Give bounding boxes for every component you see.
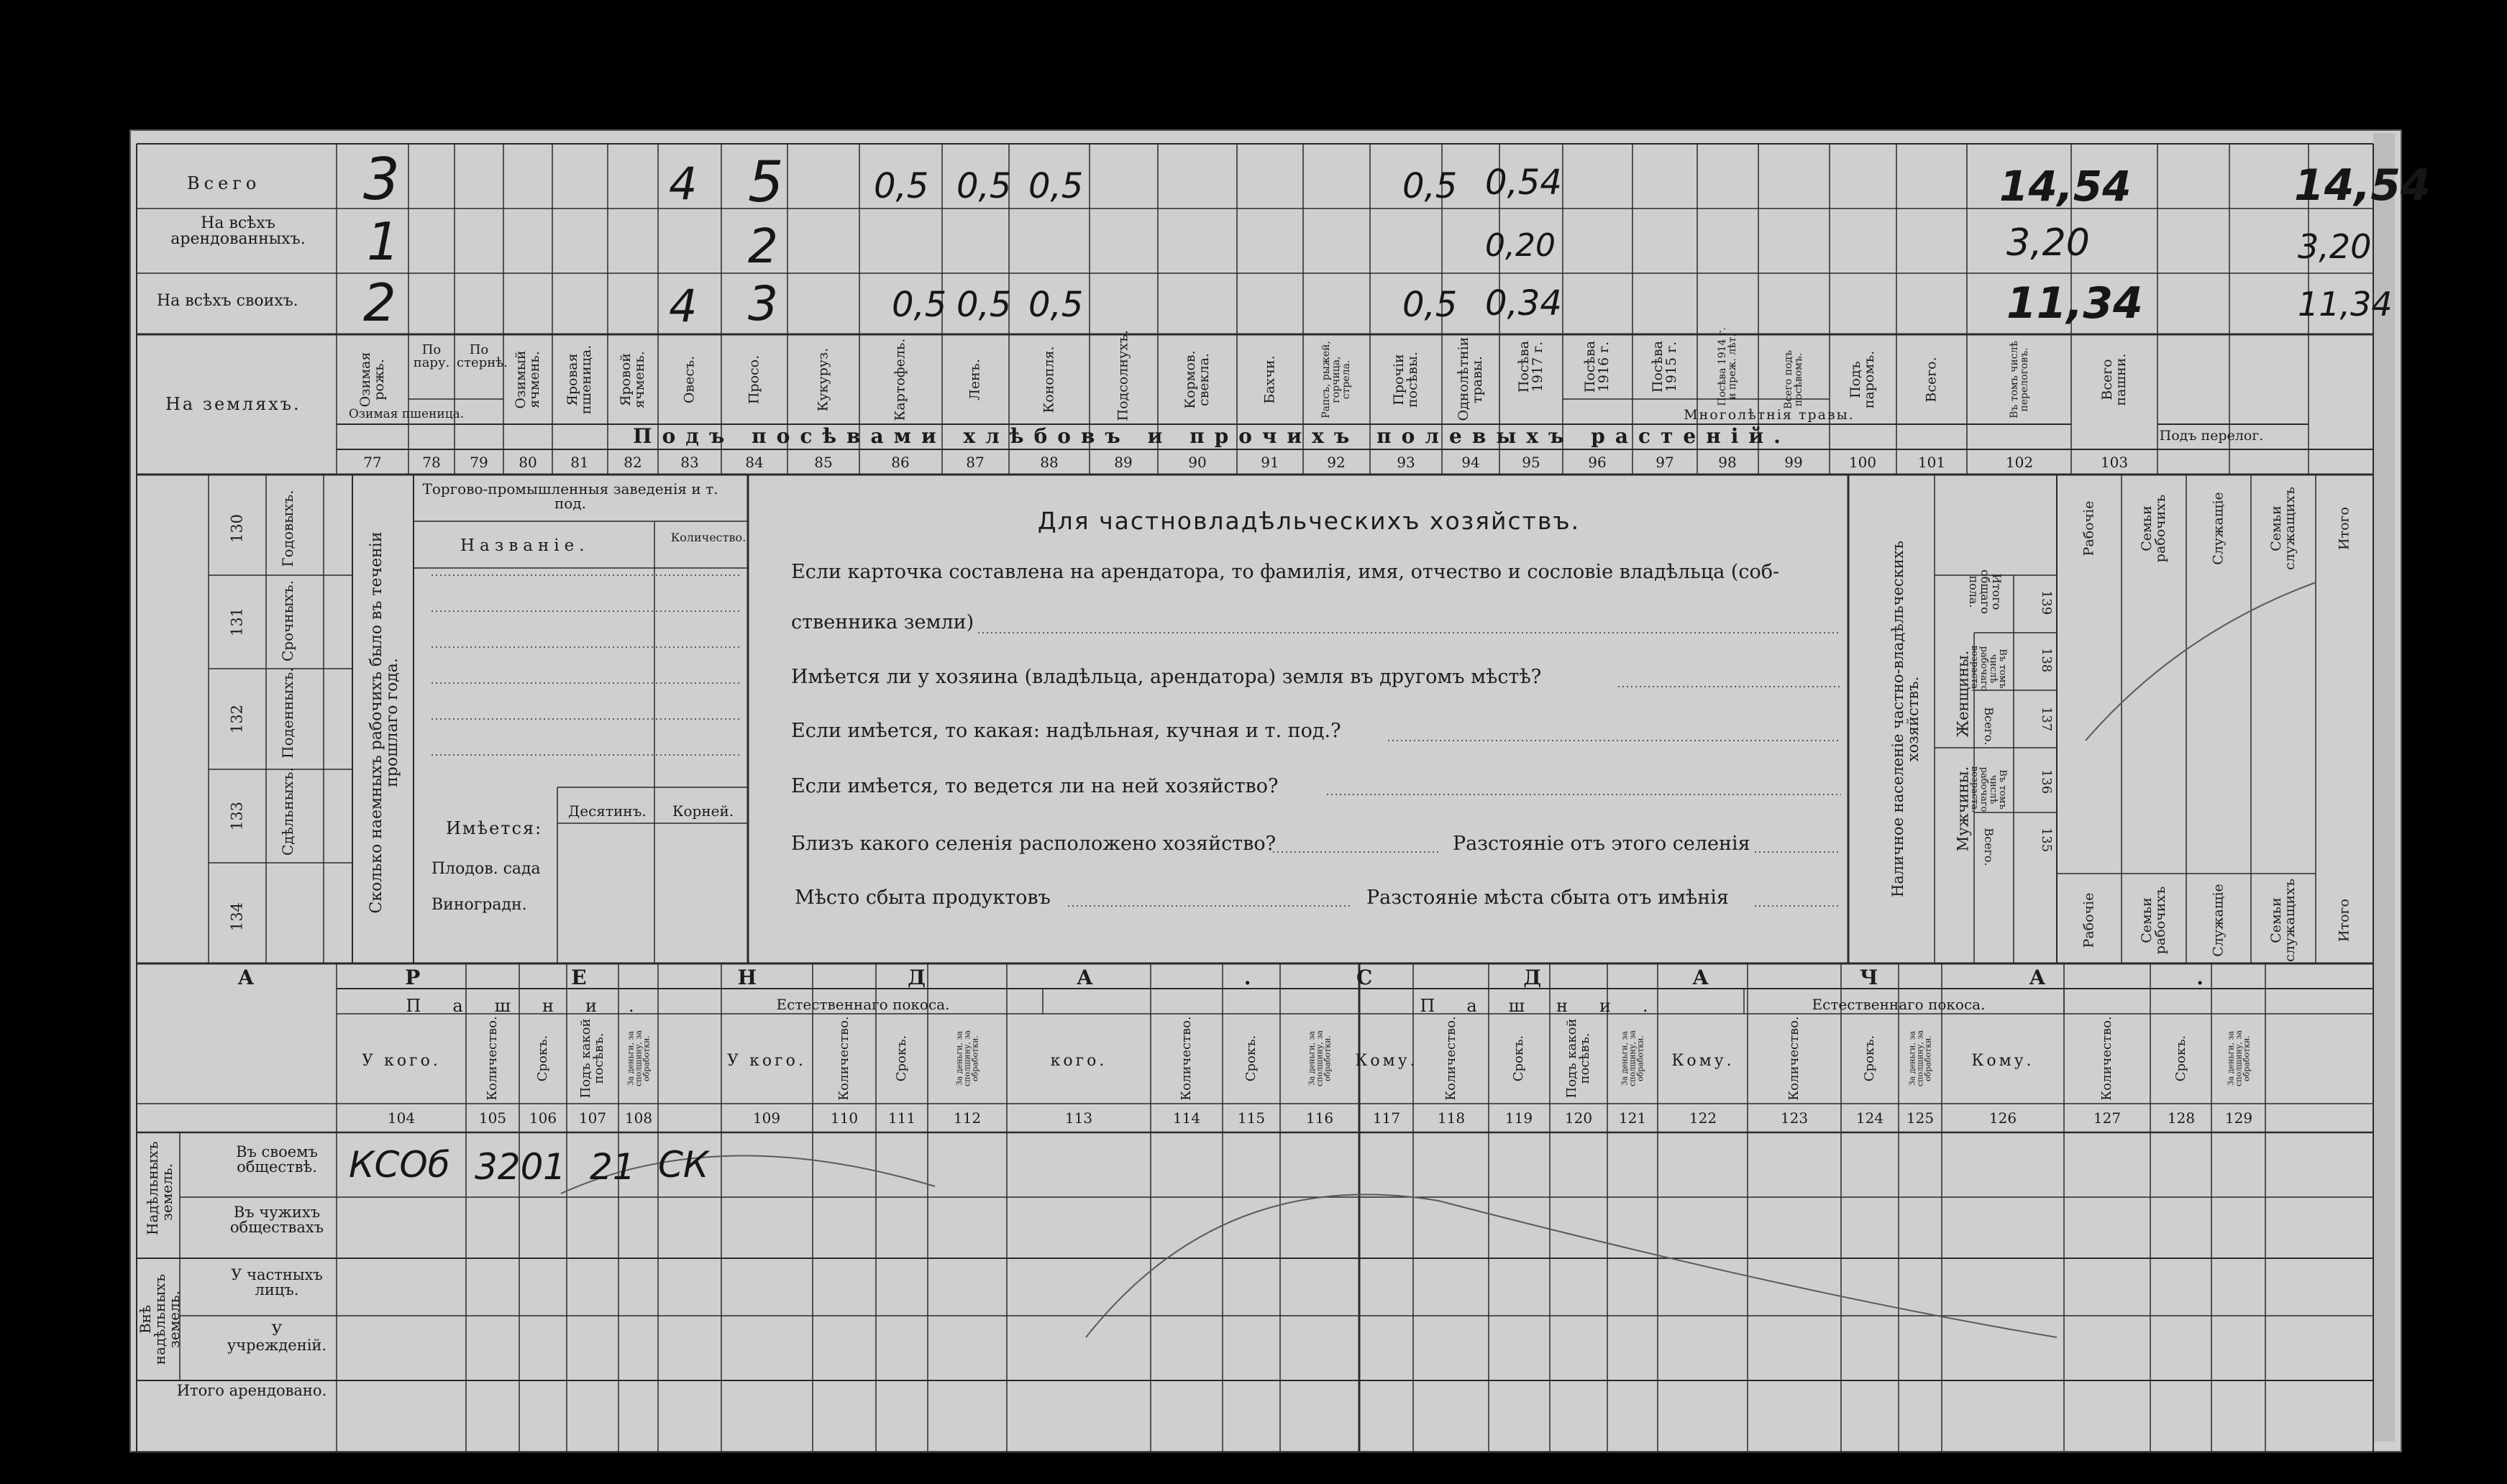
muzhchiny-label: Мужчины. (1954, 766, 1972, 852)
col-num-89: 89 (1114, 454, 1133, 471)
hw-svoi-91: 0,5 (1402, 285, 1458, 325)
arenda-col-num-110: 110 (830, 1109, 859, 1127)
arenda-col-label-129: За деньги, за сполшину, за обработки. (2226, 1030, 2252, 1087)
zhen-vsego: Всего. (1982, 707, 1996, 746)
col-num-93: 93 (1397, 454, 1415, 471)
col-num-88: 88 (1040, 454, 1059, 471)
arenda-col-label-110: Количество. (836, 1016, 851, 1101)
zhenshchiny-label: Женщины. (1954, 650, 1972, 738)
row-label-vsego: Всего (187, 173, 261, 193)
arenda-col-num-121: 121 (1618, 1109, 1647, 1127)
question-land-type: Если имѣется, то какая: надѣльная, кучная и т. под.? (791, 720, 1341, 742)
arenda-col-num-107: 107 (578, 1109, 607, 1127)
col-num-77: 77 (363, 454, 382, 471)
arenda-col-num-123: 123 (1780, 1109, 1809, 1127)
col-label-93: Прочіи посѣвы. (1391, 351, 1420, 408)
arenda-pokos: Естественнаго покоса. (776, 996, 950, 1013)
arenda-col-label-113: кого. (1050, 1052, 1108, 1070)
arenda-col-label-117: Кому. (1355, 1052, 1418, 1070)
arenda-col-label-116: За деньги, за сполшину, за обработки. (1307, 1030, 1333, 1087)
col-label-103: Всего пашни. (2099, 353, 2129, 406)
arenda-col-num-129: 129 (2224, 1109, 2253, 1127)
col-label-77: Озимая рожь. (357, 352, 387, 408)
hw-vsego-99: 14,54 (1999, 162, 2132, 211)
pop-col-bottom-0: Рабочіе (2081, 892, 2097, 948)
hw-vsego-77: 3 (363, 146, 400, 213)
col-num-99: 99 (1784, 454, 1803, 471)
zhen-rabochego: Въ томъ числѣ рабочаго возраста. (1969, 645, 2008, 692)
pop-col-bottom-2: Служащіе (2210, 884, 2227, 957)
col-num-85: 85 (814, 454, 833, 471)
band-title: Подъ посѣвами хлѣбовъ и прочихъ полевыхъ растеній. (633, 424, 1791, 448)
arenda-col-num-119: 119 (1504, 1109, 1533, 1127)
col-label-92: Рапсъ, рыжей, горчица, стрела. (1320, 341, 1352, 418)
worker-col-num-132: 132 (228, 704, 246, 734)
arenda-col-num-125: 125 (1906, 1109, 1935, 1127)
hw-svoi-85: 0,5 (956, 285, 1012, 325)
arenda-col-label-106: Срокъ. (535, 1035, 550, 1082)
torg-title: Торгово-промышленныя заведенія и т. под. (422, 480, 718, 512)
arenda-col-num-120: 120 (1564, 1109, 1593, 1127)
pop-col-top-4: Итого (2336, 507, 2352, 550)
arenda-col-label-122: Кому. (1671, 1052, 1735, 1070)
question-farming: Если имѣется, то ведется ли на ней хозяйство? (791, 775, 1279, 797)
arenda-col-label-104: У кого. (362, 1052, 441, 1070)
col-num-84: 84 (745, 454, 764, 471)
hw-vsego-84: 0,5 (874, 166, 929, 206)
col-num-82: 82 (624, 454, 642, 471)
col-label-82: Яровой ячмень. (618, 351, 647, 408)
col-num-90: 90 (1188, 454, 1207, 471)
worker-col-num-134: 134 (228, 902, 246, 932)
arenda-col-label-114: Количество. (1179, 1016, 1194, 1101)
col-num-94: 94 (1461, 454, 1480, 471)
pop-num-136: 136 (2039, 769, 2054, 794)
arenda-col-label-125: За деньги, за сполшину, за обработки. (1907, 1030, 1933, 1087)
sdacha-pashni: Пашни. (1420, 996, 1680, 1016)
col-num-92: 92 (1327, 454, 1346, 471)
col-num-98: 98 (1718, 454, 1737, 471)
col-label-101: Всего. (1923, 357, 1940, 403)
nazvanie-header: Названіе. (460, 536, 590, 555)
arenda-col-label-109: У кого. (727, 1052, 806, 1070)
ozimaya-pshenitsa-label: Озимая пшеница. (348, 407, 465, 421)
col-num-95: 95 (1522, 454, 1540, 471)
col-label-99: Всего подъ посѣвомъ. (1783, 350, 1804, 409)
row-chuzhikh: Въ чужихъ обществахъ (229, 1204, 324, 1236)
worker-col-label-133: Сдѣльныхъ. (279, 767, 296, 856)
question-owner-cont: ственника земли) (791, 611, 974, 633)
col-label-80: Озимый ячмень. (513, 350, 542, 409)
col-label-90: Кормов. свекла. (1182, 350, 1212, 409)
arenda-pashni: Пашни. (406, 996, 666, 1016)
row-label-svoi: На всѣхъ своихъ. (157, 292, 298, 310)
hw-vsego-103: 14,54 (2294, 160, 2431, 211)
arenda-col-label-107: Подъ какой посѣвъ. (578, 1018, 606, 1099)
pop-col-top-2: Служащіе (2210, 492, 2227, 565)
hw-arend-103: 3,20 (2298, 227, 2372, 266)
mnogoletnie-label: Многолѣтнія травы. (1684, 407, 1855, 423)
hw-vsego-92: 0,54 (1485, 162, 1562, 203)
hw-arend-92: 0,20 (1485, 227, 1556, 264)
hw-svoi-81: 4 (669, 280, 698, 332)
hw-svoi-99: 11,34 (2006, 278, 2143, 329)
arenda-col-num-116: 116 (1305, 1109, 1334, 1127)
arenda-col-label-105: Количество. (485, 1016, 500, 1101)
muzh-rabochego: Въ томъ числѣ рабочаго возраста. (1969, 766, 2008, 813)
muzh-vsego: Всего. (1982, 828, 1996, 866)
private-title: Для частновладѣльческихъ хозяйствъ. (1037, 507, 1581, 535)
col-label-88: Конопля. (1041, 346, 1057, 413)
col-num-81: 81 (570, 454, 589, 471)
hw-vsego-81: 4 (669, 157, 698, 210)
col-label-91: Бахчи. (1261, 355, 1278, 404)
col-num-79: 79 (470, 454, 488, 471)
pop-col-top-3: Семьи служащихъ (2268, 487, 2298, 570)
col-label-97: Посѣва 1915 г. (1650, 340, 1679, 393)
hw-vsego-91: 0,5 (1402, 166, 1458, 206)
group-vne-nadelnye: Внѣ надѣльныхъ земель. (137, 1273, 183, 1365)
worker-col-num-131: 131 (228, 607, 246, 637)
col-num-101: 101 (1917, 454, 1946, 471)
arenda-col-label-115: Срокъ. (1243, 1035, 1259, 1082)
worker-col-label-130: Годовыхъ. (279, 490, 296, 567)
hw-svoi-92: 0,34 (1485, 283, 1562, 324)
arenda-col-label-112: За деньги, за сполшину, за обработки. (954, 1030, 980, 1087)
question-other-land: Имѣется ли у хозяина (владѣльца, арендатора) земля въ другомъ мѣстѣ? (791, 666, 1542, 688)
col-num-83: 83 (680, 454, 699, 471)
hw-arenda-kogo: КСОб (349, 1144, 450, 1186)
col-label-81: Яровая пшеница. (565, 344, 594, 415)
sdacha-title: СДАЧА. (1356, 966, 2355, 989)
question-village: Близъ какого селенія расположено хозяйство? (791, 833, 1277, 855)
hw-arenda-uslovie: СК (658, 1144, 709, 1186)
pop-num-135: 135 (2039, 827, 2054, 853)
col-label-84: Просо. (746, 354, 762, 405)
col-label-102: Въ томъ числѣ перелоговъ. (2009, 341, 2030, 418)
arenda-col-num-104: 104 (387, 1109, 416, 1127)
hw-arenda-posev: 21 (590, 1146, 636, 1188)
hw-svoi-84: 0,5 (892, 285, 947, 325)
col-label-83: Овесъ. (681, 355, 698, 404)
row-svoem: Въ своемъ обществѣ. (236, 1143, 318, 1176)
col-num-87: 87 (966, 454, 985, 471)
arenda-col-num-122: 122 (1689, 1109, 1717, 1127)
arenda-col-num-105: 105 (478, 1109, 507, 1127)
arenda-title: АРЕНДА. (237, 966, 1402, 989)
arenda-col-label-118: Количество. (1443, 1016, 1458, 1101)
arenda-col-label-119: Срокъ. (1511, 1035, 1526, 1082)
col-label-100: Подъ паромъ. (1848, 350, 1877, 409)
na-zemlyakh-label: На земляхъ. (165, 394, 301, 414)
hw-arenda-srok: 1 (543, 1146, 566, 1188)
pop-col-bottom-1: Семьи рабочихъ (2139, 886, 2168, 955)
col-label-78: По пару. (413, 342, 450, 370)
hw-arend-82: 2 (748, 219, 778, 274)
question-village-distance: Разстояніе отъ этого селенія (1453, 833, 1750, 855)
pop-num-139: 139 (2039, 590, 2054, 615)
arenda-col-label-111: Срокъ. (894, 1035, 909, 1082)
col-label-95: Посѣва 1917 г. (1516, 340, 1545, 393)
imeetsya-label: Имѣется: (446, 818, 543, 838)
korney-header: Корней. (672, 802, 734, 820)
question-market-distance: Разстояніе мѣста сбыта отъ имѣнія (1366, 887, 1729, 909)
naemnye-label: Сколько наемныхъ рабочихъ было въ теченіи прошлаго года. (367, 531, 401, 914)
row-chastnykh: У частныхъ лицъ. (231, 1266, 323, 1298)
row-label-arend: На всѣхъ арендованныхъ. (170, 214, 306, 248)
arenda-col-num-127: 127 (2093, 1109, 2122, 1127)
col-num-96: 96 (1588, 454, 1607, 471)
arenda-col-label-127: Количество. (2099, 1016, 2114, 1101)
arenda-col-num-109: 109 (752, 1109, 781, 1127)
hw-svoi-86: 0,5 (1028, 285, 1084, 325)
col-num-102: 102 (2005, 454, 2034, 471)
col-num-97: 97 (1656, 454, 1674, 471)
worker-col-label-132: Поденныхъ. (279, 667, 296, 759)
arenda-col-num-124: 124 (1855, 1109, 1884, 1127)
arenda-col-num-118: 118 (1437, 1109, 1466, 1127)
arenda-col-num-128: 128 (2167, 1109, 2196, 1127)
hw-arend-77: 1 (367, 211, 400, 272)
desyatin-header: Десятинъ. (568, 802, 647, 820)
arenda-col-num-113: 113 (1064, 1109, 1093, 1127)
col-label-89: Подсолнухъ. (1115, 329, 1131, 421)
col-label-87: Ленъ. (967, 359, 983, 400)
arenda-col-num-108: 108 (624, 1109, 653, 1127)
hw-svoi-103: 11,34 (2298, 285, 2393, 324)
kolichestvo-header: Количество. (670, 531, 746, 544)
hw-arend-99: 3,20 (2006, 221, 2090, 265)
arenda-col-num-106: 106 (529, 1109, 557, 1127)
pod-perelog-label: Подъ перелог. (2159, 428, 2264, 444)
col-num-80: 80 (519, 454, 537, 471)
pop-col-top-0: Рабочіе (2081, 500, 2097, 556)
col-num-78: 78 (422, 454, 441, 471)
pop-col-bottom-3: Семьи служащихъ (2268, 879, 2298, 962)
hw-arenda-qty: 320 (475, 1146, 544, 1188)
pencil-mark (2086, 582, 2316, 741)
col-num-91: 91 (1261, 454, 1279, 471)
arenda-col-num-111: 111 (887, 1109, 916, 1127)
vinograd-label: Виноградн. (431, 896, 527, 914)
pop-col-top-1: Семьи рабочихъ (2139, 494, 2168, 563)
hw-vsego-85: 0,5 (956, 166, 1012, 206)
col-label-79: По стернѣ. (457, 342, 508, 370)
arenda-col-num-117: 117 (1372, 1109, 1401, 1127)
arenda-col-label-123: Количество. (1786, 1016, 1802, 1101)
pop-num-137: 137 (2039, 706, 2054, 732)
row-itogo: Итого арендовано. (176, 1382, 327, 1399)
col-label-86: Картофель. (892, 338, 908, 421)
arenda-col-label-121: За деньги, за сполшину, за обработки. (1620, 1030, 1645, 1087)
sdacha-pokos: Естественнаго покоса. (1812, 996, 1986, 1013)
pop-col-bottom-4: Итого (2336, 899, 2352, 942)
arenda-col-label-120: Подъ какой посѣвъ. (1564, 1018, 1592, 1099)
arenda-col-label-124: Срокъ. (1862, 1035, 1877, 1082)
hw-svoi-77: 2 (363, 272, 396, 333)
arenda-col-label-126: Кому. (1971, 1052, 2035, 1070)
hw-svoi-82: 3 (748, 276, 778, 331)
col-label-94: Однолѣтніи травы. (1456, 336, 1485, 421)
arenda-col-num-126: 126 (1988, 1109, 2017, 1127)
worker-col-label-131: Срочныхъ. (279, 580, 296, 661)
population-title: Наличное населеніе частно-владѣльческихъ хозяйствъ. (1889, 540, 1922, 898)
itogo-obshego: Итого общаго пола. (1967, 569, 2004, 614)
arenda-col-label-128: Срокъ. (2173, 1035, 2188, 1082)
hw-vsego-86: 0,5 (1028, 166, 1084, 206)
col-num-103: 103 (2100, 454, 2129, 471)
col-num-86: 86 (891, 454, 910, 471)
question-market: Мѣсто сбыта продуктовъ (795, 887, 1051, 909)
worker-col-num-130: 130 (228, 513, 246, 544)
col-label-96: Посѣва 1916 г. (1582, 340, 1612, 393)
row-uchrezhdeniy: У учрежденій. (227, 1322, 327, 1354)
arenda-col-num-112: 112 (953, 1109, 982, 1127)
arenda-col-num-114: 114 (1172, 1109, 1201, 1127)
col-label-98: Посѣва 1914 г. и преж. лѣт. (1717, 327, 1738, 406)
col-label-85: Кукуруз. (815, 347, 831, 412)
sad-label: Плодов. сада (431, 860, 541, 878)
pop-num-138: 138 (2039, 647, 2054, 673)
col-num-100: 100 (1848, 454, 1877, 471)
arenda-col-num-115: 115 (1237, 1109, 1266, 1127)
arenda-col-label-108: За деньги, за сполшину, за обработки. (626, 1030, 652, 1087)
question-owner: Если карточка составлена на арендатора, то фамилія, имя, отчество и сословіе владѣльца (соб- (791, 561, 1780, 583)
hw-vsego-82: 5 (748, 150, 784, 215)
worker-col-num-133: 133 (228, 801, 246, 831)
group-nadelnye: Надѣльныхъ земель. (144, 1141, 175, 1235)
